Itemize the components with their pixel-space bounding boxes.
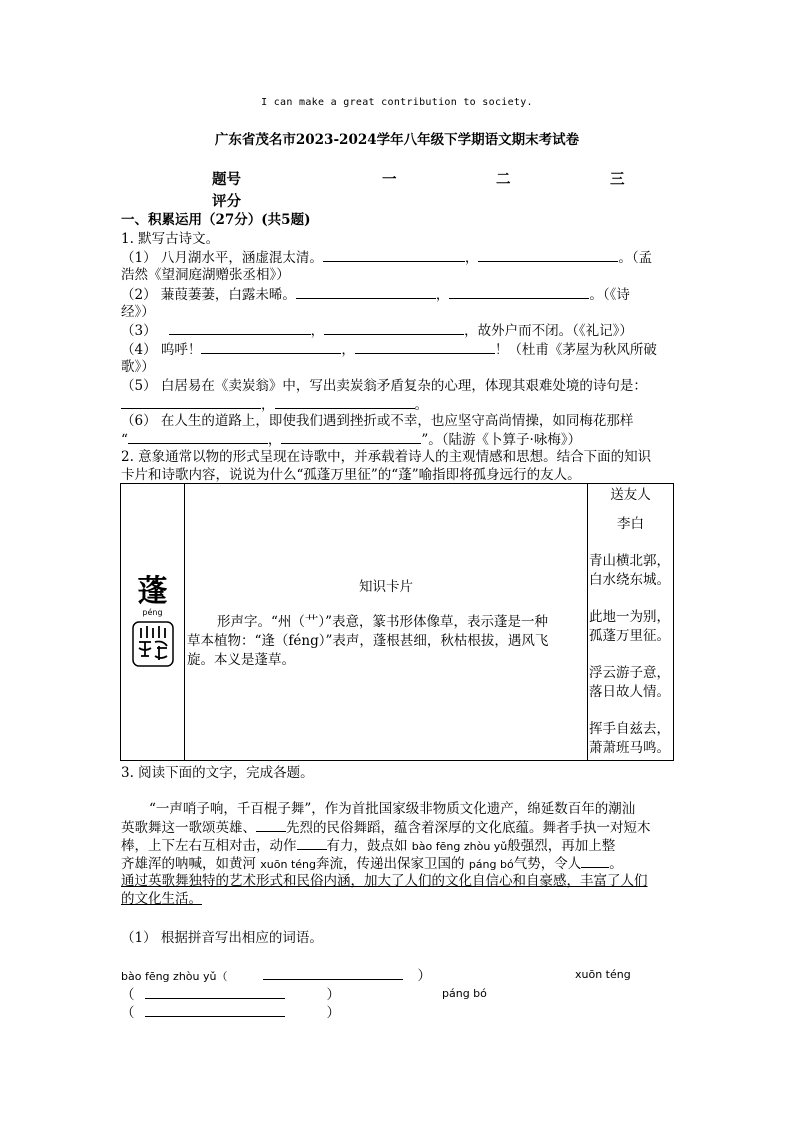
card-title: 知识卡片 — [359, 578, 413, 595]
poem-line: 挥手自兹去， — [589, 721, 670, 737]
card-line-3: 旋。本义是蓬草。 — [187, 651, 295, 668]
q1-6-end: ”。（陆游《卜算子·咏梅》） — [421, 432, 582, 448]
pinyin-row-1 — [121, 966, 431, 986]
q3-text: 齐雄浑的呐喊，如黄河 — [121, 856, 261, 872]
q1-2-text: （2） 蒹葭萋萋，白露未晞。 — [121, 287, 296, 303]
poem-author: 李白 — [617, 516, 644, 532]
paren-close: ） — [326, 1005, 340, 1021]
answer-blank[interactable] — [324, 321, 464, 335]
answer-blank[interactable] — [297, 836, 327, 850]
char-cell — [121, 484, 185, 761]
q3-para-2 — [121, 818, 651, 837]
answer-blank[interactable] — [263, 966, 403, 980]
q3-underlined-sentence-2: 的文化生活。 — [121, 891, 202, 907]
q3-sub-1: （1） 根据拼音写出相应的词语。 — [121, 930, 323, 946]
card-line-1: 形声字。“州（艹）”表意，篆书形体像草，表示蓬是一种 — [217, 613, 549, 630]
q3-text: 棒，上下左右互相对击，动作 — [121, 838, 297, 854]
answer-blank[interactable] — [121, 395, 261, 409]
q1-1-text: （1） 八月湖水平，涵虚混太清。 — [121, 250, 323, 266]
q1-4-sep: ， — [341, 342, 355, 358]
answer-blank[interactable] — [478, 248, 618, 262]
answer-blank[interactable] — [169, 321, 311, 335]
q1-item-5: （5） 白居易在《卖炭翁》中，写出卖炭翁矛盾复杂的心理，体现其艰难处境的诗句是： — [121, 378, 647, 394]
q1-item-1 — [121, 248, 652, 267]
answer-blank[interactable] — [275, 395, 415, 409]
paren-close: ） — [417, 968, 431, 984]
pinyin-text: bào fēng zhòu yǔ（ — [121, 970, 228, 983]
answer-blank[interactable] — [201, 340, 341, 354]
pinyin-text: bào fēng zhòu yǔ — [411, 840, 508, 853]
char-glyph: 蓬 — [137, 574, 168, 609]
q1-5-sep: ， — [261, 397, 275, 413]
q3-text: 。 — [609, 856, 623, 872]
poem-line: 白水绕东城。 — [589, 572, 670, 588]
q1-3-text: （3） — [121, 323, 157, 339]
q1-5-end: 。 — [414, 397, 428, 413]
paren-open: （ — [121, 987, 135, 1003]
score-col-3: 三 — [610, 171, 625, 188]
card-cell — [185, 484, 588, 761]
poem-line: 萧萧班马鸣。 — [589, 740, 670, 756]
q3-para-4 — [121, 854, 623, 874]
q3-text: 英歌舞这一歌颂英雄、 — [121, 820, 256, 836]
q1-item-6: （6） 在人生的道路上，即使我们遇到挫折或不幸，也应坚守高尚情操，如同梅花那样 — [121, 413, 634, 429]
q1-item-4-cont: 歌》） — [121, 359, 155, 375]
paren-open: （ — [121, 1005, 135, 1021]
q1-item-4 — [121, 340, 657, 359]
q1-item-6-cont — [121, 430, 581, 449]
answer-blank[interactable] — [145, 985, 285, 999]
pinyin-text: xuōn téng — [260, 858, 317, 871]
q1-2-sep: ， — [435, 287, 450, 303]
q3-text: 有力，鼓点如 — [326, 838, 412, 854]
pinyin-xuanteng: xuōn téng — [575, 968, 631, 981]
q3-para-1: “一声哨子响，千百棍子舞”，作为首批国家级非物质文化遗产，绵延数百年的潮汕 — [149, 801, 636, 817]
paren-close: ） — [326, 987, 340, 1003]
score-row-label: 评分 — [212, 193, 241, 210]
q3-text: 般强烈，再加上整 — [507, 838, 616, 854]
q3-text: 先烈的民俗舞蹈，蕴含着深厚的文化底蕴。舞者手执一对短木 — [286, 820, 651, 836]
answer-blank[interactable] — [296, 285, 436, 299]
q1-item-2-cont: 经》） — [121, 304, 155, 320]
answer-blank[interactable] — [449, 285, 589, 299]
card-line-2: 草本植物：“逢（féng）”表声，蓬根甚细，秋枯根拔，遇风飞 — [187, 632, 549, 649]
answer-blank[interactable] — [355, 340, 495, 354]
q1-1-end: 。（孟 — [618, 250, 653, 266]
poem-title: 送友人 — [610, 487, 651, 503]
seal-script-icon — [131, 620, 175, 668]
q1-3-sep: ， — [310, 323, 325, 339]
answer-blank[interactable] — [323, 248, 465, 262]
q1-item-2 — [121, 285, 630, 304]
q1-item-1-cont: 浩然《望洞庭湖赠张丞相》） — [121, 267, 290, 283]
q3-para-3 — [121, 836, 615, 856]
poem-line: 青山横北郭， — [589, 553, 670, 569]
poem-line: 落日故人情。 — [589, 684, 670, 700]
score-col-label: 题号 — [212, 171, 241, 188]
q3-stem: 3. 阅读下面的文字，完成各题。 — [121, 765, 314, 781]
q1-3-end: ，故外户而不闭。（《礼记》） — [464, 323, 633, 339]
answer-blank[interactable] — [256, 818, 286, 832]
q2-stem-2: 卡片和诗歌内容，说说为什么“孤蓬万里征”的“蓬”喻指即将孤身远行的友人。 — [121, 467, 581, 483]
char-pinyin: péng — [142, 608, 163, 617]
score-col-1: 一 — [382, 171, 397, 188]
answer-blank[interactable] — [281, 430, 421, 444]
q1-stem: 1. 默写古诗文。 — [121, 231, 220, 247]
answer-row-2 — [121, 985, 340, 1004]
q1-2-end: 。（《诗 — [589, 287, 630, 303]
poem-line: 此地一为别， — [589, 609, 670, 625]
q1-item-3 — [121, 321, 633, 340]
q1-6-sep: ， — [267, 432, 282, 448]
q1-1-sep: ， — [464, 250, 479, 266]
section-heading: 一、积累运用（27分）(共5题) — [121, 212, 311, 228]
exam-title: 广东省茂名市2023-2024学年八年级下学期语文期末考试卷 — [214, 132, 580, 148]
answer-row-3 — [121, 1003, 340, 1022]
q1-4-end: ！（杜甫《茅屋为秋风所破 — [494, 342, 657, 358]
q1-4-text: （4） 呜呼！ — [121, 342, 202, 358]
q3-text: 气势，令人 — [513, 856, 582, 872]
answer-blank[interactable] — [128, 430, 268, 444]
q3-underlined-sentence-1: 通过英歌舞独特的艺术形式和民俗内涵，加大了人们的文化自信心和自豪感，丰富了人们 — [121, 873, 648, 889]
answer-blank[interactable] — [145, 1003, 285, 1017]
poem-cell — [588, 484, 674, 761]
q1-6-open: “ — [121, 432, 128, 448]
q2-stem-1: 2. 意象通常以物的形式呈现在诗歌中，并承载着诗人的主观情感和思想。结合下面的知识 — [121, 449, 652, 465]
knowledge-card-table — [120, 483, 674, 761]
pinyin-text: páng bó — [468, 858, 514, 871]
poem-line: 浮云游子意， — [589, 665, 670, 681]
q3-text: 奔流，传递出保家卫国的 — [316, 856, 469, 872]
pinyin-pangbo: páng bó — [442, 987, 487, 1000]
poem-line: 孤蓬万里征。 — [589, 628, 670, 644]
score-col-2: 二 — [496, 171, 511, 188]
motto-line: I can make a great contribution to society. — [261, 97, 533, 108]
answer-blank[interactable] — [581, 854, 609, 868]
